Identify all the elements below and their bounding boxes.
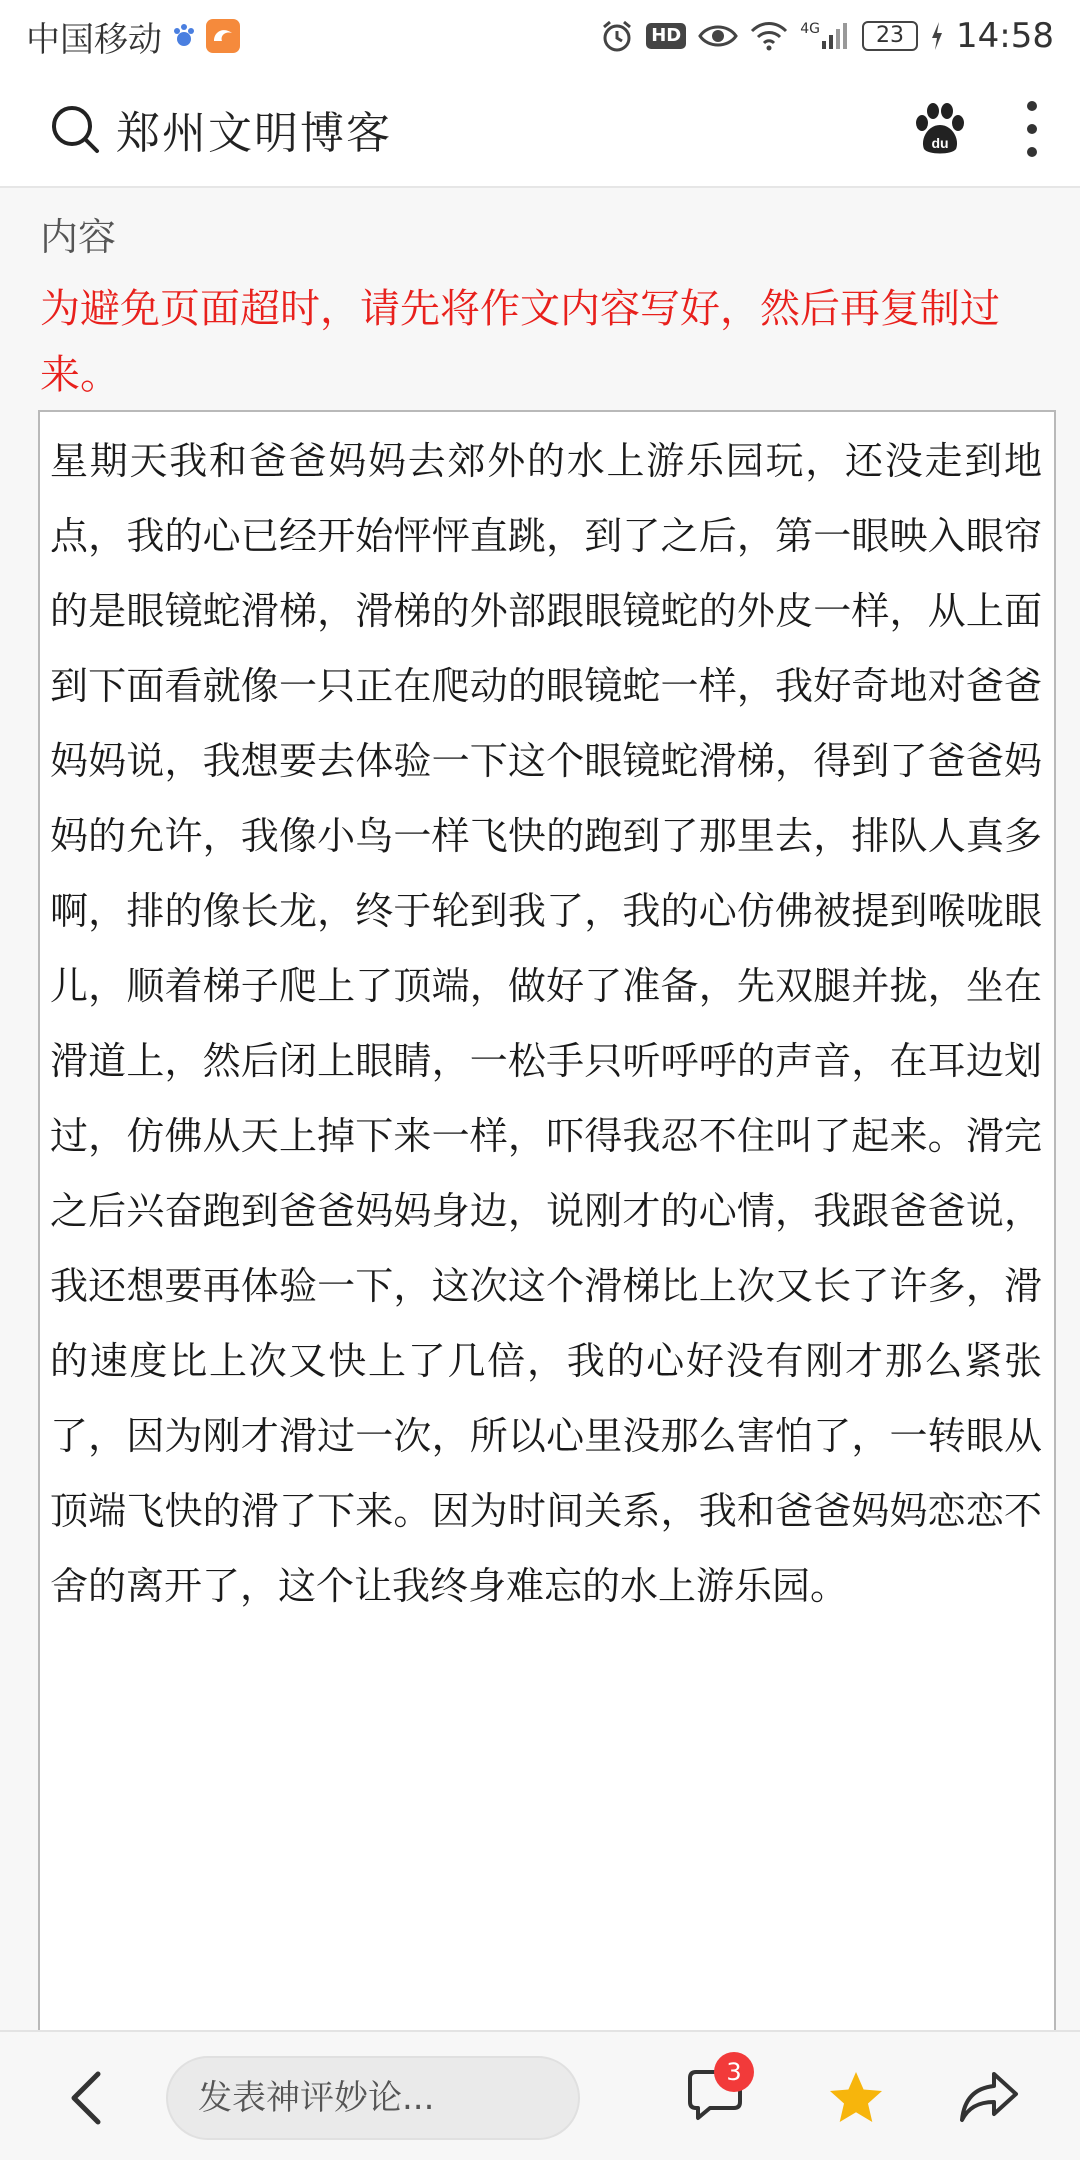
timeout-notice: 为避免页面超时，请先将作文内容写好，然后再复制过来。: [40, 286, 1000, 398]
nav-actions: [912, 101, 1040, 157]
hd-icon: HD: [646, 23, 686, 49]
back-icon[interactable]: [64, 2068, 108, 2128]
uc-browser-icon: [206, 19, 240, 53]
signal-icon: [800, 21, 850, 51]
search-icon[interactable]: [48, 102, 102, 156]
status-right: [600, 16, 1054, 56]
star-icon[interactable]: [826, 2068, 886, 2128]
svg-text:du: du: [931, 135, 949, 151]
baidu-paw-icon[interactable]: [912, 101, 968, 157]
content-label: 内容: [40, 215, 117, 259]
wifi-icon: [750, 21, 788, 51]
status-left: [26, 12, 240, 61]
clock: 14:58: [956, 16, 1054, 56]
status-bar: [0, 0, 1080, 72]
baidu-small-icon: [172, 22, 196, 50]
battery-icon: 23: [862, 21, 918, 51]
charging-icon: [930, 21, 944, 51]
top-nav-bar: [0, 72, 1080, 188]
page-title: 郑州文明博客: [116, 108, 392, 159]
content-area: [0, 188, 1080, 2030]
comment-input[interactable]: 发表神评妙论...: [166, 2056, 580, 2140]
bottom-toolbar: [0, 2030, 1080, 2160]
carrier-label: 中国移动: [26, 19, 162, 60]
alarm-icon: [600, 19, 634, 53]
comment-count-badge: 3: [714, 2052, 754, 2092]
share-icon[interactable]: [958, 2070, 1020, 2126]
more-icon[interactable]: [1024, 101, 1040, 157]
network-type-label: 4G: [800, 21, 821, 37]
eye-icon: [698, 22, 738, 50]
essay-textarea[interactable]: 星期天我和爸爸妈妈去郊外的水上游乐园玩，还没走到地点，我的心已经开始怦怦直跳，到了之后，第一眼映入眼帘的是眼镜蛇滑梯，滑梯的外部跟眼镜蛇的外皮一样，从上面到下面看就像一只正在爬动的眼镜蛇一样，我好奇地对爸爸妈妈说，我想要去体验一下这个眼镜蛇滑梯，得到了爸爸妈妈的允许，我像小鸟一样飞快的跑到了那里去，排队人真多啊，排的像长龙，终于轮到我了，我的心仿佛被提到喉咙眼儿，顺着梯子爬上了顶端，做好了准备，先双腿并拢，坐在滑道上，然后闭上眼睛，一松手只听呼呼的声音，在耳边划过，仿佛从天上掉下来一样，吓得我忍不住叫了起来。滑完之后兴奋跑到爸爸妈妈身边，说刚才的心情，我跟爸爸说，我还想要再体验一下，这次这个滑梯比上次又长了许多，滑的速度比上次又快上了几倍，我的心好没有刚才那么紧张了，因为刚才滑过一次，所以心里没那么害怕了，一转眼从顶端飞快的滑了下来。因为时间关系，我和爸爸妈妈恋恋不舍的离开了，这个让我终身难忘的水上游乐园。: [38, 410, 1056, 2050]
